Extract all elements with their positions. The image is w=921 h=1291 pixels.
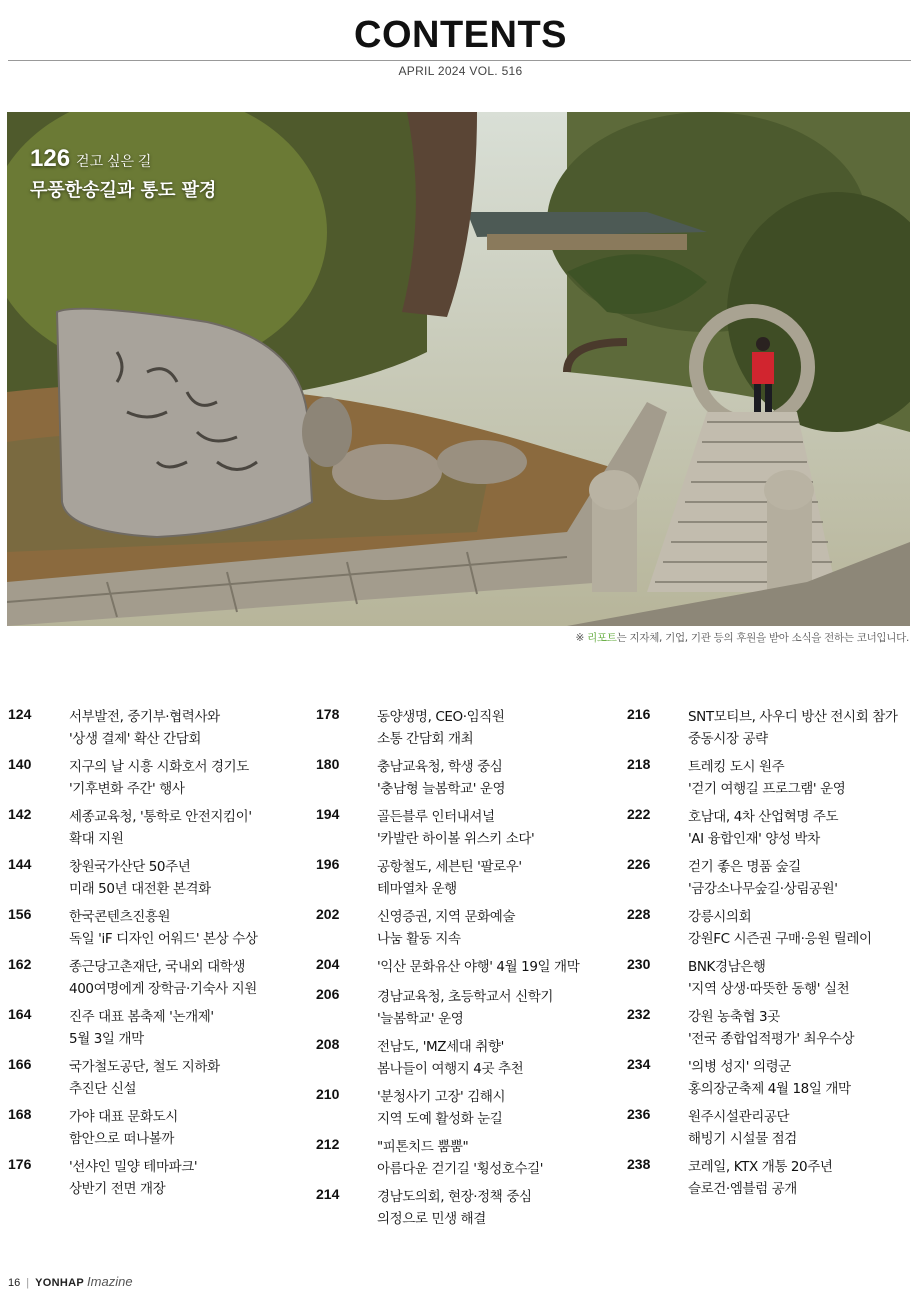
toc-title: [69, 1056, 220, 1100]
toc-page-number: 196: [316, 856, 340, 872]
toc-title-line1: 한국콘텐츠진흥원: [69, 909, 171, 925]
toc-title: [69, 1156, 197, 1200]
issue-info: APRIL 2024 VOL. 516: [398, 64, 523, 78]
toc-page-number: 216: [627, 706, 651, 722]
toc-title-line2: 나눔 활동 지속: [377, 931, 461, 947]
toc-page-number: 180: [316, 756, 340, 772]
toc-title-line1: 호남대, 4차 산업혁명 주도: [688, 809, 839, 825]
toc-title-line2: '지역 상생·따뜻한 동행' 실천: [688, 981, 850, 997]
toc-title-line1: 전남도, 'MZ세대 취향': [377, 1039, 504, 1055]
toc-page-number: 194: [316, 806, 340, 822]
toc-title: [688, 706, 898, 750]
toc-page-number: 142: [8, 806, 32, 822]
toc-title-line1: '선샤인 밀양 테마파크': [69, 1159, 198, 1175]
toc-title-line2: 5월 3일 개막: [69, 1031, 144, 1047]
toc-title-line2: 소통 간담회 개최: [377, 731, 474, 747]
toc-title-line2: 아름다운 걷기길 '횡성호수길': [377, 1161, 544, 1177]
toc-title-line2: 'AI 융합인재' 양성 박차: [688, 831, 820, 847]
toc-title: [688, 1156, 833, 1200]
toc-title: [377, 1186, 532, 1230]
toc-title-line1: 지구의 날 시흥 시화호서 경기도: [69, 759, 249, 775]
toc-page-number: 234: [627, 1056, 651, 1072]
toc-title-line1: '의병 성지' 의령군: [688, 1059, 791, 1075]
page-title: CONTENTS: [354, 14, 567, 56]
toc-title-line1: 강릉시의회: [688, 909, 752, 925]
toc-title: [688, 756, 845, 800]
toc-title: [688, 956, 849, 1000]
toc-title-line2: 추진단 신설: [69, 1081, 137, 1097]
toc-title-line2: 의정으로 민생 해결: [377, 1211, 486, 1227]
toc-title-line2: 해빙기 시설물 점검: [688, 1131, 797, 1147]
toc-title-line2: 강원FC 시즌권 구매·응원 릴레이: [688, 931, 872, 947]
toc-page-number: 156: [8, 906, 32, 922]
toc-page-number: 168: [8, 1106, 32, 1122]
toc-page-number: 230: [627, 956, 651, 972]
header-rule: [8, 60, 911, 61]
sponsor-note: ※ 리포트는 지자체, 기업, 기관 등의 후원을 받아 소식을 전하는 코너입니다.: [575, 632, 909, 644]
toc-title-line2: '걷기 여행길 프로그램' 운영: [688, 781, 846, 797]
toc-title-line1: 코레일, KTX 개통 20주년: [688, 1159, 833, 1175]
footer-brand: YONHAP: [35, 1277, 84, 1289]
toc-title-line2: '전국 종합업적평가' 최우수상: [688, 1031, 855, 1047]
toc-title-line2: 400여명에게 장학금·기숙사 지원: [69, 981, 257, 997]
toc-title: [377, 806, 534, 850]
toc-title-line2: 슬로건·엠블럼 공개: [688, 1181, 797, 1197]
toc-title-line2: '늘봄학교' 운영: [377, 1011, 464, 1027]
toc-page-number: 222: [627, 806, 651, 822]
toc-title-line1: 충남교육청, 학생 중심: [377, 759, 503, 775]
toc-title: [377, 906, 515, 950]
toc-page-number: 204: [316, 956, 340, 972]
toc-page-number: 218: [627, 756, 651, 772]
toc-title-line2: '상생 결제' 확산 간담회: [69, 731, 202, 747]
toc-page-number: 202: [316, 906, 340, 922]
toc-title-line1: 서부발전, 중기부·협력사와: [69, 709, 220, 725]
toc-title-line1: 경남도의회, 현장·정책 중심: [377, 1189, 532, 1205]
toc-title-line2: '충남형 늘봄학교' 운영: [377, 781, 506, 797]
cover-page-number: 126 걷고 싶은 길: [30, 145, 152, 172]
toc-title: [377, 1086, 505, 1130]
toc-title-line1: 국가철도공단, 철도 지하화: [69, 1059, 220, 1075]
toc-title-line2: 중동시장 공략: [688, 731, 768, 747]
toc-title-line1: '익산 문화유산 야행' 4월 19일 개막: [377, 959, 580, 975]
toc-title-line1: "피톤치드 뿜뿜": [377, 1139, 469, 1155]
toc-title-line1: '분청사기 고장' 김해시: [377, 1089, 506, 1105]
toc-title: [377, 856, 522, 900]
toc-title-line2: '카발란 하이볼 위스키 소다': [377, 831, 535, 847]
toc-title-line2: 함안으로 떠나볼까: [69, 1131, 175, 1147]
toc-page-number: 178: [316, 706, 340, 722]
toc-page-number: 208: [316, 1036, 340, 1052]
toc-title: [69, 856, 211, 900]
toc-title-line1: 공항철도, 세븐틴 '팔로우': [377, 859, 522, 875]
toc-title: [377, 756, 505, 800]
toc-title: [377, 1036, 523, 1080]
toc-page-number: 210: [316, 1086, 340, 1102]
toc-page-number: 206: [316, 986, 340, 1002]
toc-title: [69, 1106, 178, 1150]
toc-page-number: 176: [8, 1156, 32, 1172]
toc-page-number: 214: [316, 1186, 340, 1202]
toc-title-line1: 강원 농축협 3곳: [688, 1009, 780, 1025]
toc-title-line1: 걷기 좋은 명품 숲길: [688, 859, 801, 875]
toc-page-number: 164: [8, 1006, 32, 1022]
toc-title: [69, 806, 252, 850]
toc-title: [377, 986, 553, 1030]
toc-title-line1: 동양생명, CEO·임직원: [377, 709, 505, 725]
toc-title: [69, 756, 249, 800]
toc-title-line2: 테마열차 운행: [377, 881, 457, 897]
toc-page-number: 228: [627, 906, 651, 922]
toc-title-line1: BNK경남은행: [688, 959, 766, 975]
toc-title: [69, 1006, 214, 1050]
toc-title-line1: 진주 대표 봄축제 '논개제': [69, 1009, 214, 1025]
footer-magazine: Imazine: [87, 1274, 133, 1289]
toc-page-number: 144: [8, 856, 32, 872]
toc-title-line1: 종근당고촌재단, 국내외 대학생: [69, 959, 246, 975]
toc-title-line1: 골든블루 인터내셔널: [377, 809, 495, 825]
toc-title: [688, 1106, 797, 1150]
toc-page-number: 226: [627, 856, 651, 872]
toc-title-line2: 상반기 전면 개장: [69, 1181, 166, 1197]
toc-page-number: 162: [8, 956, 32, 972]
toc-page-number: 166: [8, 1056, 32, 1072]
toc-title-line1: 창원국가산단 50주년: [69, 859, 191, 875]
toc-title-line1: 신영증권, 지역 문화예술: [377, 909, 516, 925]
toc-title-line2: 홍의장군축제 4월 18일 개막: [688, 1081, 851, 1097]
toc-title: [688, 1006, 854, 1050]
toc-title: [688, 856, 838, 900]
toc-title-line1: 경남교육청, 초등학교서 신학기: [377, 989, 554, 1005]
toc-title-line1: 트레킹 도시 원주: [688, 759, 785, 775]
toc-title: [688, 806, 838, 850]
toc-title-line1: SNT모티브, 사우디 방산 전시회 참가: [688, 709, 898, 725]
toc-title: [377, 706, 505, 750]
toc-page-number: 232: [627, 1006, 651, 1022]
footer-page-number: 16: [8, 1277, 21, 1289]
toc-title: [377, 956, 579, 978]
toc-title-line2: '금강소나무숲길·상림공원': [688, 881, 838, 897]
footer: 16 | YONHAP Imazine: [8, 1274, 133, 1289]
toc-title: [688, 906, 872, 950]
toc-title-line2: 미래 50년 대전환 본격화: [69, 881, 211, 897]
toc-title-line2: '기후변화 주간' 행사: [69, 781, 185, 797]
toc-page-number: 140: [8, 756, 32, 772]
toc-page-number: 124: [8, 706, 32, 722]
toc-page-number: 236: [627, 1106, 651, 1122]
toc-title: [69, 906, 258, 950]
toc-title: [69, 956, 257, 1000]
toc-title-line1: 세종교육청, '통학로 안전지킴이': [69, 809, 252, 825]
toc-title: [69, 706, 220, 750]
cover-title: 무풍한송길과 통도 팔경: [30, 180, 217, 201]
toc-page-number: 212: [316, 1136, 340, 1152]
toc-title-line2: 확대 지원: [69, 831, 124, 847]
toc-title-line1: 가야 대표 문화도시: [69, 1109, 178, 1125]
toc-title: [688, 1056, 851, 1100]
toc-title-line2: 봄나들이 여행지 4곳 추천: [377, 1061, 524, 1077]
toc-title: [377, 1136, 543, 1180]
toc-page-number: 238: [627, 1156, 651, 1172]
toc-title-line1: 원주시설관리공단: [688, 1109, 790, 1125]
toc-title-line2: 독일 'iF 디자인 어워드' 본상 수상: [69, 931, 258, 947]
toc-title-line2: 지역 도예 활성화 눈길: [377, 1111, 503, 1127]
